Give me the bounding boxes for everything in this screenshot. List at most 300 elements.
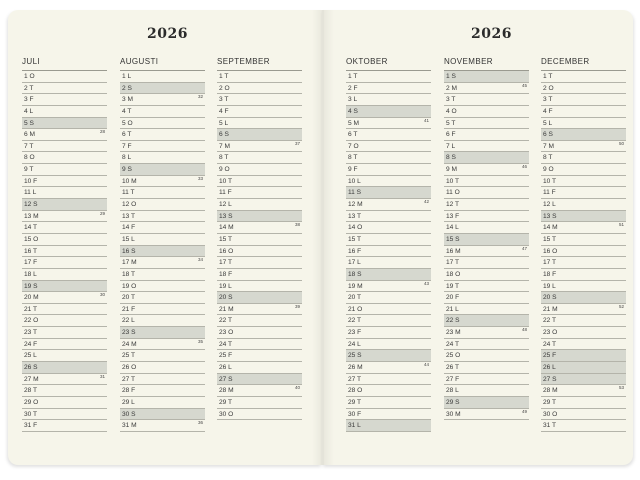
day-row-holiday[interactable]: [346, 350, 431, 362]
month-name: JULI: [22, 57, 41, 66]
day-label: 29 L: [122, 398, 135, 406]
day-row[interactable]: [22, 71, 107, 83]
day-label: 8 S: [446, 154, 456, 162]
week-number: 47: [521, 245, 527, 251]
day-row[interactable]: [22, 141, 107, 153]
day-row[interactable]: [217, 246, 302, 258]
day-row-holiday[interactable]: [346, 420, 431, 432]
day-label: 19 L: [543, 282, 556, 290]
day-row-holiday[interactable]: [217, 374, 302, 386]
day-row-holiday[interactable]: [22, 362, 107, 374]
day-row[interactable]: [217, 71, 302, 83]
day-label: 29 O: [24, 398, 39, 406]
day-row-holiday[interactable]: [541, 292, 626, 304]
day-row-holiday[interactable]: [541, 374, 626, 386]
day-row[interactable]: [22, 94, 107, 106]
month-name: SEPTEMBER: [217, 57, 270, 66]
day-row[interactable]: [444, 362, 529, 374]
week-number: 38: [294, 222, 300, 228]
day-label: 26 S: [24, 364, 38, 372]
day-row-holiday[interactable]: [541, 211, 626, 223]
day-row[interactable]: [541, 199, 626, 211]
day-label: 4 O: [446, 107, 457, 115]
day-label: 21 F: [122, 305, 136, 313]
day-label: 21 O: [348, 305, 363, 313]
day-row-holiday[interactable]: [22, 118, 107, 130]
day-row[interactable]: [120, 257, 205, 269]
day-row[interactable]: [444, 94, 529, 106]
day-row[interactable]: [120, 187, 205, 199]
day-label: 12 S: [24, 201, 38, 209]
day-row[interactable]: [541, 339, 626, 351]
day-label: 3 T: [543, 96, 553, 104]
day-row[interactable]: [217, 350, 302, 362]
day-label: 10 M: [122, 177, 137, 185]
day-row[interactable]: [217, 152, 302, 164]
day-row[interactable]: [346, 385, 431, 397]
day-row[interactable]: [444, 409, 529, 421]
day-label: 13 S: [219, 212, 233, 220]
day-row[interactable]: [22, 106, 107, 118]
day-row[interactable]: [217, 164, 302, 176]
day-row[interactable]: [217, 106, 302, 118]
day-row[interactable]: [541, 327, 626, 339]
day-row[interactable]: [346, 409, 431, 421]
day-row[interactable]: [346, 164, 431, 176]
day-row[interactable]: [541, 83, 626, 95]
week-number: 33: [197, 175, 203, 181]
day-row[interactable]: [217, 187, 302, 199]
day-label: 24 T: [543, 340, 557, 348]
day-row[interactable]: [346, 339, 431, 351]
day-label: 8 T: [543, 154, 553, 162]
day-row[interactable]: [444, 374, 529, 386]
day-row[interactable]: [120, 269, 205, 281]
day-label: 2 S: [122, 84, 132, 92]
day-label: 26 L: [219, 364, 232, 372]
day-label: 20 S: [219, 294, 233, 302]
day-label: 11 S: [348, 189, 362, 197]
day-label: 1 S: [446, 73, 456, 80]
day-row[interactable]: [346, 129, 431, 141]
day-row-holiday[interactable]: [444, 397, 529, 409]
day-row[interactable]: [444, 83, 529, 95]
day-row[interactable]: [217, 339, 302, 351]
day-row[interactable]: [120, 339, 205, 351]
day-row[interactable]: [541, 397, 626, 409]
day-row[interactable]: [22, 257, 107, 269]
day-row[interactable]: [120, 397, 205, 409]
month-column: [346, 56, 431, 432]
day-label: 30 O: [543, 410, 558, 418]
day-label: 25 O: [446, 352, 461, 360]
day-row[interactable]: [120, 71, 205, 83]
day-row[interactable]: [346, 397, 431, 409]
day-row[interactable]: [217, 269, 302, 281]
day-label: 27 M: [24, 375, 39, 383]
day-label: 3 F: [24, 96, 34, 104]
day-row[interactable]: [444, 327, 529, 339]
day-row[interactable]: [22, 234, 107, 246]
right-year-heading: 2026: [471, 26, 512, 42]
day-label: 16 S: [122, 247, 136, 255]
day-row[interactable]: [541, 257, 626, 269]
day-label: 3 T: [446, 96, 456, 104]
day-row[interactable]: [444, 164, 529, 176]
day-row[interactable]: [346, 315, 431, 327]
day-row[interactable]: [541, 164, 626, 176]
day-row-holiday[interactable]: [444, 71, 529, 83]
week-number: 40: [294, 385, 300, 391]
day-label: 14 L: [446, 224, 459, 232]
day-label: 19 S: [24, 282, 38, 290]
day-row[interactable]: [217, 362, 302, 374]
day-row[interactable]: [120, 374, 205, 386]
day-row[interactable]: [541, 94, 626, 106]
day-label: 5 M: [348, 119, 359, 127]
day-label: 31 L: [348, 422, 361, 430]
day-row[interactable]: [346, 118, 431, 130]
week-number: 35: [197, 338, 203, 344]
day-row[interactable]: [541, 222, 626, 234]
day-row[interactable]: [22, 292, 107, 304]
day-label: 11 T: [122, 189, 135, 197]
week-number: 30: [99, 292, 105, 298]
day-row-holiday[interactable]: [22, 199, 107, 211]
week-number: 37: [294, 140, 300, 146]
day-row[interactable]: [22, 327, 107, 339]
week-number: 46: [521, 164, 527, 170]
day-row[interactable]: [541, 187, 626, 199]
month-column: [217, 56, 302, 420]
day-label: 16 F: [348, 247, 362, 255]
day-row[interactable]: [217, 281, 302, 293]
day-row[interactable]: [22, 397, 107, 409]
day-label: 4 T: [122, 107, 132, 115]
day-row[interactable]: [346, 292, 431, 304]
day-row[interactable]: [444, 106, 529, 118]
day-label: 26 L: [543, 364, 556, 372]
day-label: 6 M: [24, 131, 35, 139]
day-row[interactable]: [541, 176, 626, 188]
day-row[interactable]: [120, 199, 205, 211]
day-label: 27 T: [122, 375, 136, 383]
day-label: 30 O: [219, 410, 234, 418]
day-row[interactable]: [346, 94, 431, 106]
day-row[interactable]: [217, 397, 302, 409]
day-label: 16 O: [219, 247, 234, 255]
day-row-holiday[interactable]: [346, 106, 431, 118]
day-label: 29 T: [348, 398, 362, 406]
week-number: 51: [618, 222, 624, 228]
day-label: 12 L: [219, 201, 232, 209]
day-row[interactable]: [217, 385, 302, 397]
day-row-holiday[interactable]: [217, 129, 302, 141]
day-row-holiday[interactable]: [120, 246, 205, 258]
day-row[interactable]: [444, 257, 529, 269]
day-row[interactable]: [22, 176, 107, 188]
day-label: 25 F: [219, 352, 233, 360]
day-row[interactable]: [120, 152, 205, 164]
day-row-holiday[interactable]: [444, 315, 529, 327]
day-label: 9 M: [446, 166, 457, 174]
day-row[interactable]: [22, 222, 107, 234]
day-row[interactable]: [444, 350, 529, 362]
day-row[interactable]: [120, 420, 205, 432]
day-label: 8 T: [348, 154, 358, 162]
day-row[interactable]: [22, 304, 107, 316]
day-row-holiday[interactable]: [541, 362, 626, 374]
day-row[interactable]: [444, 222, 529, 234]
day-row[interactable]: [120, 211, 205, 223]
day-row-holiday[interactable]: [346, 269, 431, 281]
page-gutter: [312, 10, 334, 465]
day-label: 11 L: [24, 189, 37, 197]
day-row[interactable]: [22, 339, 107, 351]
day-label: 13 T: [348, 212, 362, 220]
day-row[interactable]: [346, 222, 431, 234]
day-row[interactable]: [120, 362, 205, 374]
day-label: 29 S: [446, 398, 460, 406]
day-row[interactable]: [120, 315, 205, 327]
day-row[interactable]: [541, 106, 626, 118]
day-row[interactable]: [217, 83, 302, 95]
day-row[interactable]: [444, 199, 529, 211]
day-label: 24 T: [219, 340, 233, 348]
week-number: 39: [294, 303, 300, 309]
day-row[interactable]: [217, 176, 302, 188]
day-label: 9 O: [219, 166, 230, 174]
day-label: 12 T: [446, 201, 460, 209]
day-row[interactable]: [541, 304, 626, 316]
day-label: 25 F: [543, 352, 557, 360]
day-row[interactable]: [444, 292, 529, 304]
day-row[interactable]: [444, 141, 529, 153]
day-label: 30 M: [446, 410, 461, 418]
day-label: 10 T: [219, 177, 233, 185]
day-label: 1 T: [348, 73, 358, 80]
day-label: 28 F: [122, 387, 136, 395]
week-number: 53: [618, 385, 624, 391]
day-row[interactable]: [541, 246, 626, 258]
day-row-holiday[interactable]: [120, 164, 205, 176]
day-row[interactable]: [217, 222, 302, 234]
day-row-holiday[interactable]: [120, 327, 205, 339]
day-row[interactable]: [541, 234, 626, 246]
day-row[interactable]: [444, 385, 529, 397]
day-row[interactable]: [120, 222, 205, 234]
day-row[interactable]: [217, 141, 302, 153]
day-label: 14 F: [122, 224, 136, 232]
day-row[interactable]: [22, 246, 107, 258]
day-label: 19 T: [446, 282, 460, 290]
day-row[interactable]: [346, 83, 431, 95]
day-row[interactable]: [217, 234, 302, 246]
day-row[interactable]: [22, 152, 107, 164]
day-label: 2 T: [24, 84, 34, 92]
day-row[interactable]: [541, 281, 626, 293]
day-row[interactable]: [120, 176, 205, 188]
day-row-holiday[interactable]: [22, 281, 107, 293]
day-label: 20 F: [446, 294, 460, 302]
day-row[interactable]: [444, 211, 529, 223]
day-label: 6 S: [219, 131, 229, 139]
day-label: 22 T: [348, 317, 362, 325]
day-label: 4 L: [24, 107, 34, 115]
day-row[interactable]: [120, 106, 205, 118]
day-label: 23 S: [122, 329, 136, 337]
day-row[interactable]: [22, 350, 107, 362]
day-row[interactable]: [444, 129, 529, 141]
day-row[interactable]: [444, 176, 529, 188]
month-name: OKTOBER: [346, 57, 388, 66]
day-label: 22 O: [24, 317, 39, 325]
day-row[interactable]: [120, 118, 205, 130]
day-row[interactable]: [541, 409, 626, 421]
day-row[interactable]: [346, 281, 431, 293]
day-label: 7 F: [122, 142, 132, 150]
day-row[interactable]: [22, 420, 107, 432]
day-label: 16 M: [446, 247, 461, 255]
day-row[interactable]: [444, 246, 529, 258]
day-row[interactable]: [444, 118, 529, 130]
day-label: 11 O: [446, 189, 460, 197]
day-label: 10 T: [446, 177, 460, 185]
day-row[interactable]: [217, 315, 302, 327]
day-row[interactable]: [22, 83, 107, 95]
day-label: 12 M: [348, 201, 363, 209]
day-row[interactable]: [217, 257, 302, 269]
day-row[interactable]: [217, 409, 302, 421]
day-row-holiday[interactable]: [346, 187, 431, 199]
day-row[interactable]: [444, 269, 529, 281]
week-number: 50: [618, 140, 624, 146]
day-label: 7 T: [24, 142, 34, 150]
day-row[interactable]: [217, 118, 302, 130]
day-label: 8 L: [122, 154, 132, 162]
day-row[interactable]: [541, 315, 626, 327]
day-row[interactable]: [541, 118, 626, 130]
day-label: 14 O: [348, 224, 363, 232]
day-row[interactable]: [22, 385, 107, 397]
day-row[interactable]: [346, 327, 431, 339]
day-row[interactable]: [346, 71, 431, 83]
left-year-heading: 2026: [147, 26, 188, 42]
day-row[interactable]: [22, 129, 107, 141]
day-row[interactable]: [120, 292, 205, 304]
day-row[interactable]: [120, 141, 205, 153]
day-row-holiday[interactable]: [217, 211, 302, 223]
day-row[interactable]: [22, 409, 107, 421]
week-number: 36: [197, 420, 203, 426]
day-label: 18 F: [219, 270, 233, 278]
week-number: 43: [423, 280, 429, 286]
day-row[interactable]: [120, 234, 205, 246]
day-row-holiday[interactable]: [444, 234, 529, 246]
day-label: 1 T: [543, 73, 553, 80]
day-row[interactable]: [120, 385, 205, 397]
day-row-holiday[interactable]: [120, 83, 205, 95]
day-row-holiday[interactable]: [541, 350, 626, 362]
day-row[interactable]: [22, 211, 107, 223]
day-row[interactable]: [346, 211, 431, 223]
day-label: 13 M: [24, 212, 39, 220]
day-row[interactable]: [120, 304, 205, 316]
day-row[interactable]: [444, 304, 529, 316]
day-row[interactable]: [120, 94, 205, 106]
day-row[interactable]: [22, 315, 107, 327]
day-label: 21 L: [446, 305, 459, 313]
day-label: 18 L: [24, 270, 37, 278]
day-row[interactable]: [22, 269, 107, 281]
day-row[interactable]: [120, 281, 205, 293]
day-label: 26 M: [348, 364, 363, 372]
day-label: 22 T: [543, 317, 557, 325]
day-row[interactable]: [346, 304, 431, 316]
day-row[interactable]: [346, 246, 431, 258]
day-label: 3 L: [348, 96, 358, 104]
day-row-holiday[interactable]: [120, 409, 205, 421]
day-label: 5 T: [446, 119, 456, 127]
day-row[interactable]: [120, 350, 205, 362]
day-row[interactable]: [346, 199, 431, 211]
day-row[interactable]: [217, 94, 302, 106]
week-number: 52: [618, 303, 624, 309]
day-row[interactable]: [217, 327, 302, 339]
day-row[interactable]: [346, 234, 431, 246]
day-row[interactable]: [22, 164, 107, 176]
day-row[interactable]: [541, 71, 626, 83]
day-row-holiday[interactable]: [444, 152, 529, 164]
day-row[interactable]: [22, 187, 107, 199]
day-row[interactable]: [444, 281, 529, 293]
day-row-holiday[interactable]: [541, 129, 626, 141]
day-label: 15 S: [446, 235, 460, 243]
day-row[interactable]: [346, 152, 431, 164]
day-label: 17 T: [446, 259, 460, 267]
day-row[interactable]: [444, 339, 529, 351]
day-row[interactable]: [541, 269, 626, 281]
day-label: 9 O: [543, 166, 554, 174]
day-label: 24 T: [446, 340, 460, 348]
day-row[interactable]: [346, 141, 431, 153]
day-row[interactable]: [217, 199, 302, 211]
day-row[interactable]: [541, 152, 626, 164]
day-label: 13 S: [543, 212, 557, 220]
day-label: 4 S: [348, 107, 358, 115]
month-column: [120, 56, 205, 432]
day-label: 31 F: [24, 422, 38, 430]
day-row[interactable]: [120, 129, 205, 141]
month-name: AUGUSTI: [120, 57, 159, 66]
day-row[interactable]: [346, 362, 431, 374]
day-label: 30 S: [122, 410, 136, 418]
day-label: 14 M: [219, 224, 234, 232]
day-list: [444, 70, 529, 420]
day-row[interactable]: [22, 374, 107, 386]
day-row[interactable]: [444, 187, 529, 199]
day-row[interactable]: [217, 304, 302, 316]
day-label: 2 F: [348, 84, 358, 92]
day-row[interactable]: [346, 257, 431, 269]
day-label: 1 L: [122, 73, 132, 80]
day-row[interactable]: [541, 420, 626, 432]
day-row[interactable]: [346, 374, 431, 386]
day-row-holiday[interactable]: [217, 292, 302, 304]
day-row[interactable]: [346, 176, 431, 188]
day-row[interactable]: [541, 141, 626, 153]
day-row[interactable]: [541, 385, 626, 397]
